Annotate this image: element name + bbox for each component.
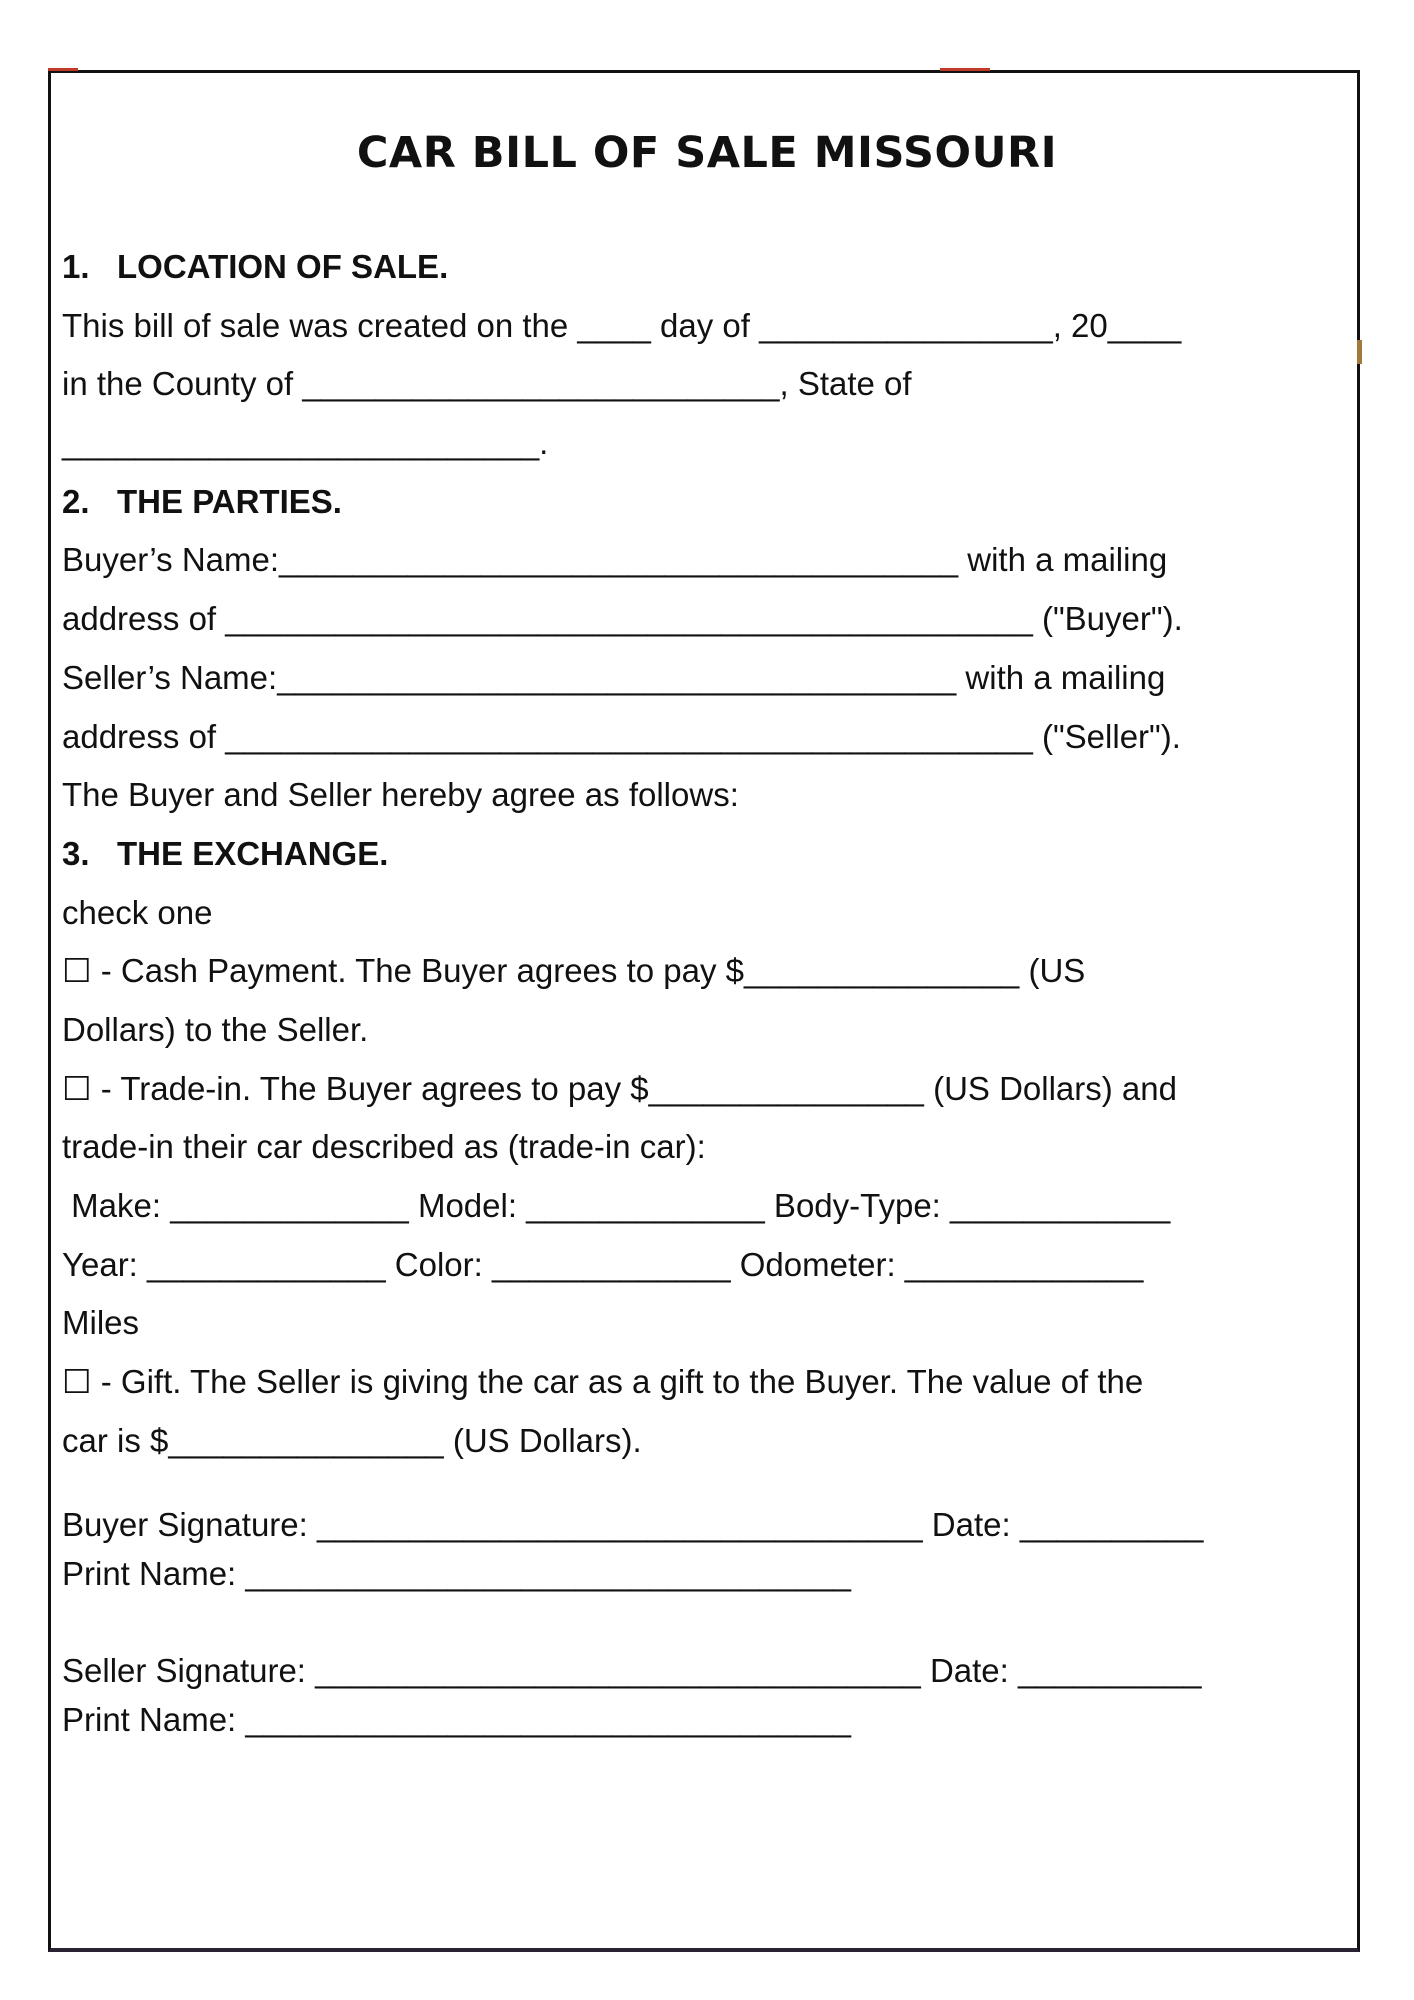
buyer-address-line[interactable]: address of ____________________________________________ ("Buyer"). xyxy=(62,600,1183,638)
section-location-heading: 1. LOCATION OF SALE. xyxy=(62,248,449,285)
check-one-instruction: check one xyxy=(62,893,213,931)
trade-in-option[interactable] xyxy=(62,1060,1322,1119)
sale-county-line[interactable]: in the County of __________________________, State of xyxy=(62,365,912,403)
section-parties-heading: 2. THE PARTIES. xyxy=(62,482,342,520)
gift-text: - Gift. The Seller is giving the car as a gift to the Buyer. The value of the xyxy=(91,1363,1144,1401)
cash-payment-checkbox[interactable]: ☐ xyxy=(62,952,92,990)
trade-in-make-model-line[interactable]: Make: _____________ Model: _____________ Body-Type: ____________ xyxy=(62,1187,1171,1224)
seller-name-line[interactable]: Seller’s Name:_____________________________________ with a mailing xyxy=(62,658,1166,696)
seller-address-line[interactable]: address of ____________________________________________ ("Seller"). xyxy=(62,717,1181,755)
sale-state-line[interactable]: __________________________. xyxy=(62,424,549,462)
border-mark xyxy=(48,68,78,71)
trade-in-checkbox[interactable]: ☐ xyxy=(62,1069,92,1107)
border-mark xyxy=(1357,340,1362,364)
gift-option[interactable] xyxy=(62,1353,1322,1412)
trade-in-year-color-line[interactable]: Year: _____________ Color: _____________ Odometer: _____________ xyxy=(62,1245,1144,1283)
trade-in-description: trade-in their car described as (trade-in car): xyxy=(62,1128,706,1166)
section-exchange-heading: 3. THE EXCHANGE. xyxy=(62,834,389,872)
form-body xyxy=(62,238,1322,1470)
buyer-name-line[interactable]: Buyer’s Name:_____________________________________ with a mailing xyxy=(62,541,1168,579)
seller-signature-block xyxy=(62,1646,1322,1744)
cash-payment-text-cont: Dollars) to the Seller. xyxy=(62,1010,369,1048)
buyer-signature-line[interactable]: Buyer Signature: _________________________________ Date: __________ xyxy=(62,1506,1204,1543)
document-title: CAR BILL OF SALE MISSOURI xyxy=(356,128,1058,178)
agreement-text: The Buyer and Seller hereby agree as follows: xyxy=(62,776,739,814)
cash-payment-option[interactable] xyxy=(62,942,1322,1001)
trade-in-text[interactable]: - Trade-in. The Buyer agrees to pay $_______________ (US Dollars) and xyxy=(91,1069,1177,1107)
gift-checkbox[interactable]: ☐ xyxy=(62,1363,92,1401)
gift-value-line[interactable]: car is $_______________ (US Dollars). xyxy=(62,1421,642,1459)
sale-date-line[interactable]: This bill of sale was created on the ____ day of ________________, 20____ xyxy=(62,306,1182,344)
buyer-print-name-line[interactable]: Print Name: _________________________________ xyxy=(62,1555,852,1592)
cash-payment-text[interactable]: - Cash Payment. The Buyer agrees to pay $_______________ (US xyxy=(91,952,1086,990)
seller-signature-line[interactable]: Seller Signature: _________________________________ Date: __________ xyxy=(62,1652,1202,1689)
buyer-signature-block xyxy=(62,1500,1322,1598)
seller-print-name-line[interactable]: Print Name: _________________________________ xyxy=(62,1701,852,1738)
border-mark xyxy=(940,68,990,71)
trade-in-miles-label: Miles xyxy=(62,1304,140,1342)
